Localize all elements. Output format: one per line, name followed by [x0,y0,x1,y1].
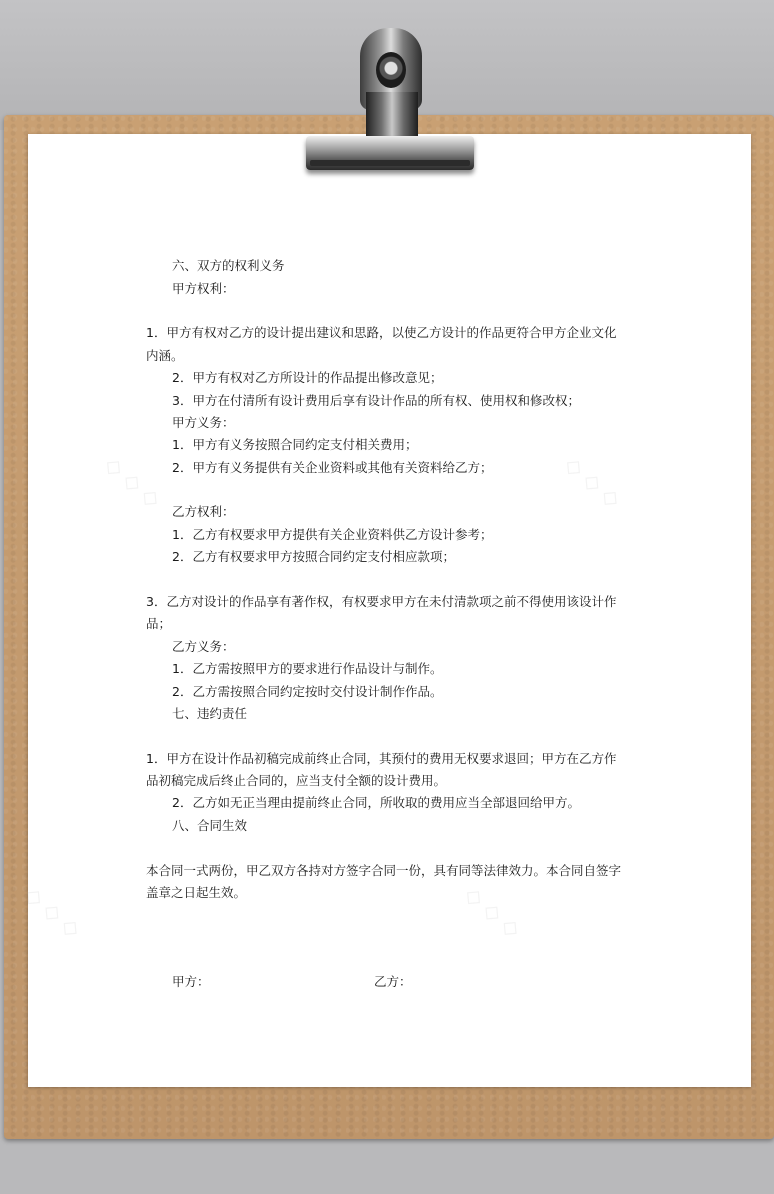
watermark-mark: ◇ ◇ ◇ [19,882,86,943]
party-b-right-1: 1．乙方有权要求甲方提供有关企业资料供乙方设计参考； [172,527,493,542]
watermark-mark: ◇ ◇ ◇ [99,452,166,513]
party-b-duty-1: 1．乙方需按照甲方的要求进行作品设计与制作。 [172,661,443,676]
effect-clause-cont: 盖章之日起生效。 [146,885,247,900]
party-a-right-1-cont: 内涵。 [146,348,184,363]
party-a-rights-heading: 甲方权利： [172,281,235,296]
party-a-duty-1: 1．甲方有义务按照合同约定支付相关费用； [172,437,418,452]
party-b-right-2: 2．乙方有权要求甲方按照合同约定支付相应款项； [172,549,455,564]
signature-party-b: 乙方： [374,974,412,989]
section-6-title: 六、双方的权利义务 [172,258,285,273]
breach-clause-1-cont: 品初稿完成后终止合同的，应当支付全额的设计费用。 [146,773,447,788]
breach-clause-1: 1．甲方在设计作品初稿完成前终止合同，其预付的费用无权要求退回；甲方在乙方作 [146,751,617,766]
signature-party-a: 甲方： [172,974,210,989]
party-b-rights-heading: 乙方权利： [172,504,235,519]
effect-clause: 本合同一式两份，甲乙双方各持对方签字合同一份，具有同等法律效力。本合同自签字 [146,863,622,878]
party-a-duties-heading: 甲方义务： [172,415,235,430]
party-a-duty-2: 2．甲方有义务提供有关企业资料或其他有关资料给乙方； [172,460,493,475]
party-a-right-2: 2．甲方有权对乙方所设计的作品提出修改意见； [172,370,443,385]
party-a-right-3: 3．甲方在付清所有设计费用后享有设计作品的所有权、使用权和修改权； [172,393,580,408]
party-b-right-3: 3．乙方对设计的作品享有著作权，有权要求甲方在未付清款项之前不得使用该设计作 [146,594,617,609]
party-b-duty-2: 2．乙方需按照合同约定按时交付设计制作作品。 [172,684,443,699]
watermark-mark: ◇ ◇ ◇ [559,452,626,513]
section-8-title: 八、合同生效 [172,818,248,833]
party-b-duties-heading: 乙方义务： [172,639,235,654]
section-7-title: 七、违约责任 [172,706,248,721]
breach-clause-2: 2．乙方如无正当理由提前终止合同，所收取的费用应当全部退回给甲方。 [172,795,580,810]
watermark-mark: ◇ ◇ ◇ [459,882,526,943]
party-b-right-3-cont: 品； [146,616,172,631]
party-a-right-1: 1．甲方有权对乙方的设计提出建议和思路，以使乙方设计的作品更符合甲方企业文化 [146,325,617,340]
